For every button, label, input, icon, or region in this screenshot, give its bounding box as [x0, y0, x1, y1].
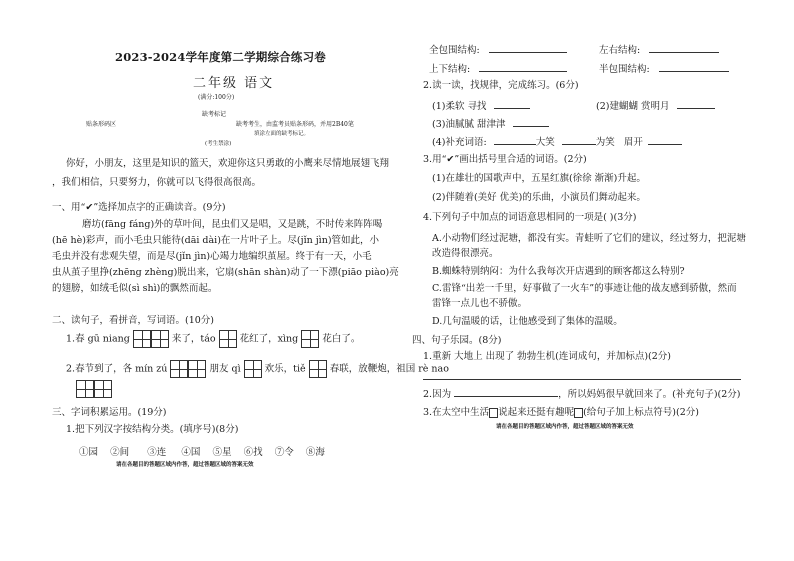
exam-score: (满分:100分) [198, 94, 235, 101]
char-item: ②间 [110, 447, 130, 458]
writing-box[interactable] [151, 330, 169, 348]
writing-box[interactable] [244, 360, 262, 378]
intro-line-2: ，我们相信，只要努力，你就可以飞得很高很高。 [52, 177, 262, 188]
answer-line[interactable] [494, 99, 530, 109]
student-sign: (考生禁涂) [205, 141, 232, 147]
writing-box[interactable] [94, 380, 112, 398]
q2-part-b: 朋友 qì [209, 363, 241, 375]
section3-title: 三、字词积累运用。(19分) [52, 407, 167, 418]
q1-part-a: 1.春 gū niang [66, 333, 130, 345]
q3-item-2: (2)伴随着(美好 优美)的乐曲，小演员们舞动起来。 [432, 192, 646, 203]
q4-option-c1: C.雷锋“出差一千里，好事做了一火车”的事迹让他的战友感到骄傲，然而 [432, 283, 737, 294]
writing-box[interactable] [170, 360, 188, 378]
s4-q3-text: (给句子加上标点符号)(2分) [583, 407, 699, 418]
q2-part-c: 欢乐，tiě [264, 363, 306, 375]
s4-q3-text: 说起来还挺有趣呢 [498, 407, 575, 418]
q4-option-b: B.蜘蛛特别纳闷：为什么我每次开店遇到的顾客都这么特别? [432, 266, 685, 277]
answer-line[interactable] [659, 62, 729, 72]
answer-line[interactable] [479, 62, 567, 72]
q1-part-d: 花白了。 [322, 333, 361, 345]
section2-q2-boxes [76, 378, 112, 398]
s4-q2 [423, 387, 740, 401]
s4-q1: 1.重新 大地上 出现了 勃勃生机(连词成句，并加标点)(2分) [423, 351, 671, 362]
absent-note-1: 缺考考生，由监考员贴条形码，并用2B40笔 [236, 121, 354, 128]
struct-label: 左右结构: [599, 45, 641, 56]
answer-line[interactable] [513, 117, 549, 127]
writing-box[interactable] [188, 360, 206, 378]
q2-item-text: 眉开 [623, 137, 643, 148]
char-item: ①园 [79, 447, 99, 458]
passage-line: 虫从茧子里挣(zhēng zhèng)脱出来，它扇(shān shàn)动了一下漂(piāo piào)亮 [52, 267, 399, 278]
char-item: ⑦令 [274, 447, 294, 458]
q2-item-2 [596, 99, 715, 113]
right-q4-title: 4.下列句子中加点的词语意思相同的一项是( )(3分) [423, 212, 637, 223]
q2-item-text: (4)补充词语: [432, 137, 487, 148]
s4-q3-text: 3.在太空中生活 [423, 407, 490, 418]
section4-title: 四、句子乐园。(8分) [412, 335, 502, 346]
answer-area-warning: 请在各题目的答题区域内作答，超过答题区域的答案无效 [116, 462, 254, 468]
char-list [79, 447, 325, 459]
punctuation-box[interactable] [489, 408, 498, 418]
passage-line: 的翅膀，如绒毛似(sì shì)的飘然而起。 [52, 283, 218, 294]
absent-note-2: 填涂左面的缺考标记。 [254, 131, 310, 137]
q1-part-b: 来了，táo [171, 333, 216, 345]
q4-option-d: D.几句温暖的话，让他感受到了集体的温暖。 [432, 316, 623, 327]
q2-item-3 [432, 117, 549, 131]
struct-label: 全包围结构: [429, 45, 480, 56]
s4-q2-text: ，所以妈妈很早就回来了。(补充句子)(2分) [558, 389, 741, 400]
char-item: ⑧海 [305, 447, 325, 458]
q2-item-text: (1)柔软 寻找 [432, 101, 487, 112]
right-q2-title: 2.读一读，找规律，完成练习。(6分) [423, 80, 579, 91]
q4-option-c2: 雷锋一点儿也不骄傲。 [432, 298, 528, 309]
passage-line: 磨坊(fāng fáng)外的草叶间，昆虫们又是唱，又是跳，不时传来阵阵喝 [82, 219, 383, 230]
char-item: ④国 [181, 447, 201, 458]
char-item: ⑤星 [212, 447, 232, 458]
answer-line[interactable] [494, 135, 536, 145]
answer-line[interactable] [677, 99, 715, 109]
answer-line[interactable] [648, 135, 682, 145]
struct-label: 上下结构: [429, 64, 471, 75]
q2-item-1 [432, 99, 530, 113]
s4-q3 [423, 407, 699, 419]
intro-line-1: 你好，小朋友，这里是知识的篮天，欢迎你这只勇敢的小鹰来尽情地展翅飞翔 [66, 158, 390, 169]
barcode-area: 贴条形码区 [86, 121, 117, 128]
section3-q1: 1.把下列汉字按结构分类。(填序号)(8分) [66, 424, 239, 435]
char-item: ③连 [147, 447, 167, 458]
s4-q2-text: 2.因为 [423, 389, 452, 400]
q2-item-text: 为笑 [595, 137, 615, 148]
struct-top-bottom [429, 62, 567, 76]
right-q3-title: 3.用“✔”画出括号里合适的词语。(2分) [423, 154, 587, 165]
struct-half-enclosure [599, 62, 729, 76]
answer-line[interactable] [562, 135, 596, 145]
writing-box[interactable] [309, 360, 327, 378]
s4-q1-answer-line[interactable] [423, 379, 741, 380]
answer-line[interactable] [454, 387, 558, 397]
q2-item-4 [432, 135, 682, 149]
char-item: ⑥找 [243, 447, 263, 458]
q2-item-text: (2)建蝴蝴 赏明月 [596, 101, 670, 112]
q2-part-d: 春联，放鞭炮，祖国 rè nao [329, 363, 449, 375]
section2-q1 [66, 330, 360, 348]
exam-subject: 二年级 语文 [193, 76, 275, 91]
section2-title: 二、读句子，看拼音，写词语。(10分) [52, 315, 215, 326]
section1-title: 一、用“✔”选择加点字的正确读音。(9分) [52, 202, 226, 213]
answer-line[interactable] [489, 43, 567, 53]
passage-line: (hē hè)彩声，而小毛虫只能待(dāi dài)在一片叶子上。尽(jǐn jìn)管如此，小 [52, 235, 380, 246]
writing-box[interactable] [133, 330, 151, 348]
struct-left-right [599, 43, 719, 57]
q2-part-a: 2.春节到了，各 mín zú [66, 363, 168, 375]
exam-title: 2023-2024学年度第二学期综合练习卷 [115, 50, 326, 64]
struct-label: 半包围结构: [599, 64, 650, 75]
passage-line: 毛虫并没有悲观失望，而是尽(jǐn jìn)心竭力地编织茧屋。终于有一天，小毛 [52, 251, 372, 262]
writing-box[interactable] [76, 380, 94, 398]
q1-part-c: 花红了，xìng [239, 333, 299, 345]
struct-full-enclosure [429, 43, 567, 57]
q3-item-1: (1)在雄壮的国歌声中，五星红旗(徐徐 渐渐)升起。 [432, 173, 646, 184]
section2-q2 [66, 360, 449, 378]
q4-option-a2: 改造得很漂亮。 [432, 248, 499, 259]
section1-passage [52, 217, 404, 297]
q2-item-text: (3)油腻腻 甜津津 [432, 119, 506, 130]
answer-line[interactable] [649, 43, 719, 53]
writing-box[interactable] [219, 330, 237, 348]
absent-label: 缺考标记 [202, 111, 227, 118]
q4-option-a1: A.小动物们经过泥塘，都没有实。青蛙听了它们的建议，经过努力，把泥塘 [432, 233, 746, 244]
punctuation-box[interactable] [574, 408, 583, 418]
writing-box[interactable] [301, 330, 319, 348]
answer-area-warning: 请在各题目的答题区域内作答，超过答题区域的答案无效 [496, 424, 634, 430]
q2-item-text: 大笑 [535, 137, 555, 148]
